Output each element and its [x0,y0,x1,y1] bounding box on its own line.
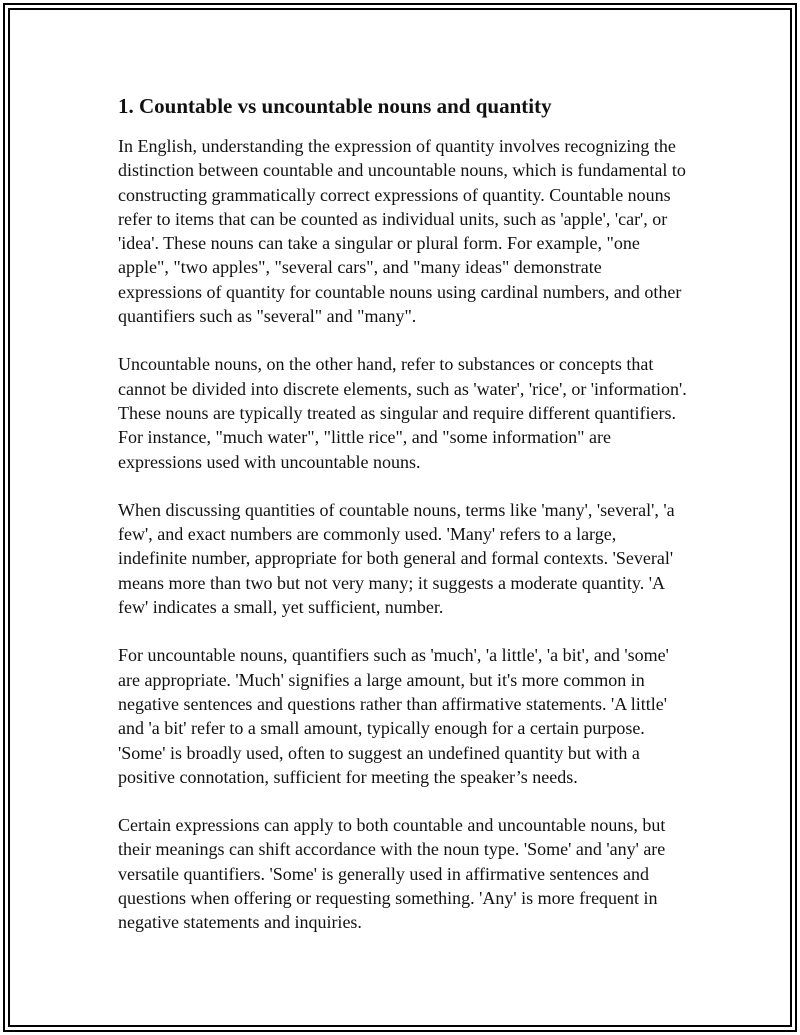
paragraph-countable-nouns: In English, understanding the expression of quantity involves recognizing the distinction between countable and uncountable nouns, which is fundamental to constructing grammatically correct expressions of quantity. Countable nouns refer to items that can be counted as individual units, such as 'apple', 'car', or 'idea'. These nouns can take a singular or plural form. For example, "one apple", "two apples", "several cars", and "many ideas" demonstrate expressions of quantity for countable nouns using cardinal numbers, and other quantifiers such as "several" and "many". [118,136,686,327]
paragraph-countable-quantifiers: When discussing quantities of countable nouns, terms like 'many', 'several', 'a few', and exact numbers are commonly used. 'Many' refers to a large, indefinite number, appropriate for both general and formal contexts. 'Several' means more than two but not very many; it suggests a moderate quantity. 'A few' indicates a small, yet sufficient, number. [118,499,675,618]
document-body [118,92,688,959]
section-title: 1. Countable vs uncountable nouns and quantity [118,94,552,118]
paragraph-uncountable-nouns: Uncountable nouns, on the other hand, refer to substances or concepts that cannot be divided into discrete elements, such as 'water', 'rice', or 'information'. These nouns are typically treated as singular and require different quantifiers. For instance, "much water", "little rice", and "some information" are expressions used with uncountable nouns. [118,354,687,472]
paragraph-uncountable-quantifiers: For uncountable nouns, quantifiers such as 'much', 'a little', 'a bit', and 'some' are appropriate. 'Much' signifies a large amount, but it's more common in negative sentences and questions rather than affirmative statements. 'A little' and 'a bit' refer to a small amount, typically enough for a certain purpose. 'Some' is broadly used, often to suggest an undefined quantity but with a positive connotation, sufficient for meeting the speaker’s needs. [118,645,669,787]
paragraph-shared-quantifiers: Certain expressions can apply to both countable and uncountable nouns, but their meanings can shift accordance with the noun type. 'Some' and 'any' are versatile quantifiers. 'Some' is generally used in affirmative sentences and questions when offering or requesting something. 'Any' is more frequent in negative statements and inquiries. [118,815,666,933]
